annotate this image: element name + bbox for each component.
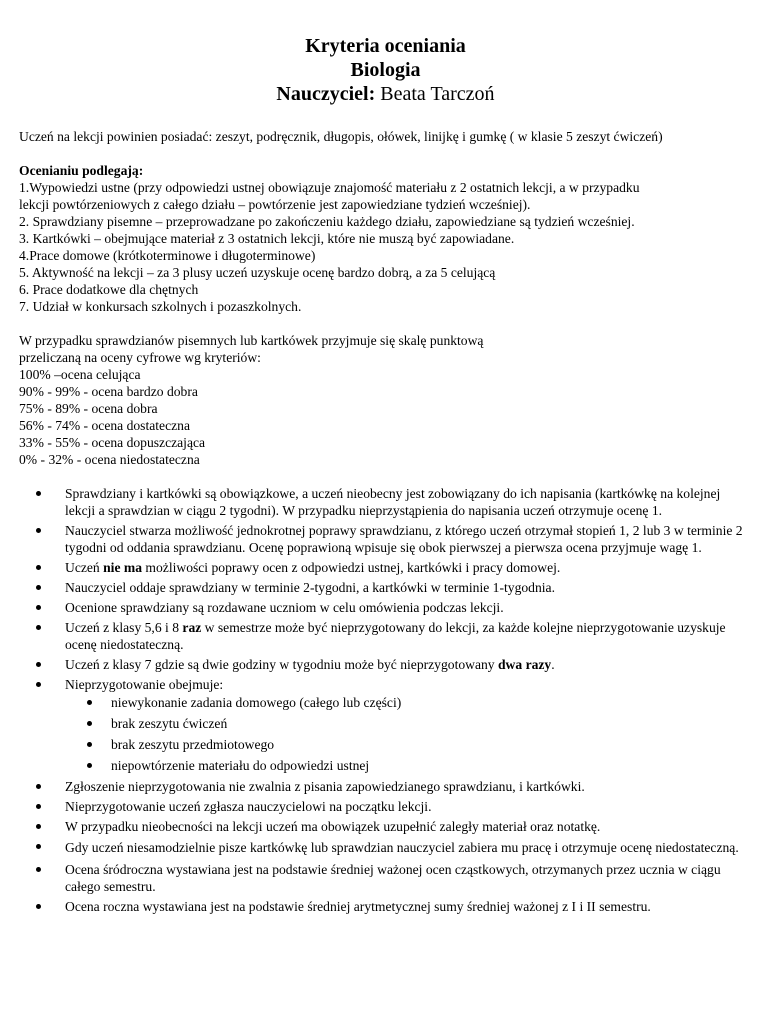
rule-item <box>19 559 752 576</box>
rule-item: Nauczyciel oddaje sprawdziany w terminie 2-tygodni, a kartkówki w terminie 1-tygodnia. <box>19 579 752 596</box>
teacher-name: Beata Tarczoń <box>380 83 495 105</box>
scale-intro: przeliczaną na oceny cyfrowe wg kryteriów: <box>19 350 261 365</box>
rule-item: Sprawdziany i kartkówki są obowiązkowe, a uczeń nieobecny jest zobowiązany do ich napisania (kartkówkę na kolejnej lekcji a sprawdzian w ciągu 2 tygodni). W przypadku nieprzystąpienia do napisania uczeń otrzymuje ocenę 1. <box>19 485 752 519</box>
graded-item: 3. Kartkówki – obejmujące materiał z 3 ostatnich lekcji, które nie muszą być zapowiadane. <box>19 231 515 246</box>
rule-item: W przypadku nieobecności na lekcji uczeń ma obowiązek uzupełnić zaległy materiał oraz notatkę. <box>19 818 752 835</box>
rule-text: Uczeń z klasy 7 gdzie są dwie godziny w tygodniu może być nieprzygotowany <box>65 657 498 672</box>
scale-intro: W przypadku sprawdzianów pisemnych lub kartkówek przyjmuje się skalę punktową <box>19 333 484 348</box>
rule-item: Ocenione sprawdziany są rozdawane uczniom w celu omówienia podczas lekcji. <box>19 599 752 616</box>
scale-row: 33% - 55% - ocena dopuszczająca <box>19 435 206 450</box>
rule-text: w semestrze może być nieprzygotowany do lekcji, za każde kolejne nieprzygotowanie uzyskuje ocenę niedostateczną. <box>65 620 726 652</box>
grading-scale <box>19 332 752 468</box>
sub-item: niepowtórzenie materiału do odpowiedzi ustnej <box>65 757 752 774</box>
graded-item: 6. Prace dodatkowe dla chętnych <box>19 282 199 297</box>
sub-item: niewykonanie zadania domowego (całego lub części) <box>65 694 752 711</box>
rule-emphasis: dwa razy <box>498 657 552 672</box>
rule-text: możliwości poprawy ocen z odpowiedzi ustnej, kartkówki i pracy domowej. <box>142 560 561 575</box>
graded-item: 5. Aktywność na lekcji – za 3 plusy uczeń uzyskuje ocenę bardzo dobrą, a za 5 celującą <box>19 265 496 280</box>
scale-row: 56% - 74% - ocena dostateczna <box>19 418 190 433</box>
rule-item: Nieprzygotowanie uczeń zgłasza nauczycielowi na początku lekcji. <box>19 798 752 815</box>
graded-heading: Ocenianiu podlegają: <box>19 163 144 178</box>
rule-item <box>19 619 752 653</box>
scale-row: 100% –ocena celująca <box>19 367 141 382</box>
rule-text: Uczeń <box>65 560 104 575</box>
graded-item: 1.Wypowiedzi ustne (przy odpowiedzi ustnej obowiązuje znajomość materiału z 2 ostatnich lekcji, a w przypadku <box>19 180 640 195</box>
scale-row: 90% - 99% - ocena bardzo dobra <box>19 384 198 399</box>
graded-item: 7. Udział w konkursach szkolnych i pozaszkolnych. <box>19 299 302 314</box>
rule-item: Gdy uczeń niesamodzielnie pisze kartkówkę lub sprawdzian nauczyciel zabiera mu pracę i otrzymuje ocenę niedostateczną. <box>19 838 752 858</box>
graded-item: 2. Sprawdziany pisemne – przeprowadzane po zakończeniu każdego działu, zapowiedziane są tydzień wcześniej. <box>19 214 635 229</box>
teacher-label: Nauczyciel: <box>276 83 376 105</box>
rules-list <box>19 485 752 915</box>
rule-item <box>19 676 752 774</box>
subject-title: Biologia <box>350 59 421 81</box>
graded-item: 4.Prace domowe (krótkoterminowe i długoterminowe) <box>19 248 316 263</box>
rule-text: Uczeń z klasy 5,6 i 8 <box>65 620 183 635</box>
document-header <box>19 34 752 106</box>
scale-row: 0% - 32% - ocena niedostateczna <box>19 452 200 467</box>
graded-section <box>19 162 752 315</box>
document-title: Kryteria oceniania <box>305 35 466 57</box>
rule-item: Ocena roczna wystawiana jest na podstawie średniej arytmetycznej sumy średniej ważonej z I i II semestru. <box>19 898 752 915</box>
rule-text: . <box>551 657 555 672</box>
required-supplies: Uczeń na lekcji powinien posiadać: zeszyt, podręcznik, długopis, ołówek, linijkę i gumkę ( w klasie 5 zeszyt ćwiczeń) <box>19 129 663 144</box>
teacher-line <box>19 82 752 106</box>
rule-item: Ocena śródroczna wystawiana jest na podstawie średniej ważonej ocen cząstkowych, otrzymanych przez ucznia w ciągu całego semestru. <box>19 861 752 895</box>
rule-emphasis: raz <box>182 620 202 635</box>
rule-item: Zgłoszenie nieprzygotowania nie zwalnia z pisania zapowiedzianego sprawdzianu, i kartkówki. <box>19 778 752 795</box>
sub-item: brak zeszytu przedmiotowego <box>65 736 752 753</box>
sub-item: brak zeszytu ćwiczeń <box>65 715 752 732</box>
graded-item: lekcji powtórzeniowych z całego działu – powtórzenie jest zapowiedziane tydzień wcześniej). <box>19 197 531 212</box>
scale-row: 75% - 89% - ocena dobra <box>19 401 158 416</box>
rule-text: Nieprzygotowanie obejmuje: <box>65 677 224 692</box>
rule-item <box>19 656 752 673</box>
rule-item: Nauczyciel stwarza możliwość jednokrotnej poprawy sprawdzianu, z którego uczeń otrzymał stopień 1, 2 lub 3 w terminie 2 tygodni od oddania sprawdzianu. Ocenę poprawioną wpisuje się obok pierwszej a pierwsza ocena przyjmuje wagę 1. <box>19 522 752 556</box>
unprepared-sublist <box>65 694 752 774</box>
rule-emphasis: nie ma <box>103 560 143 575</box>
